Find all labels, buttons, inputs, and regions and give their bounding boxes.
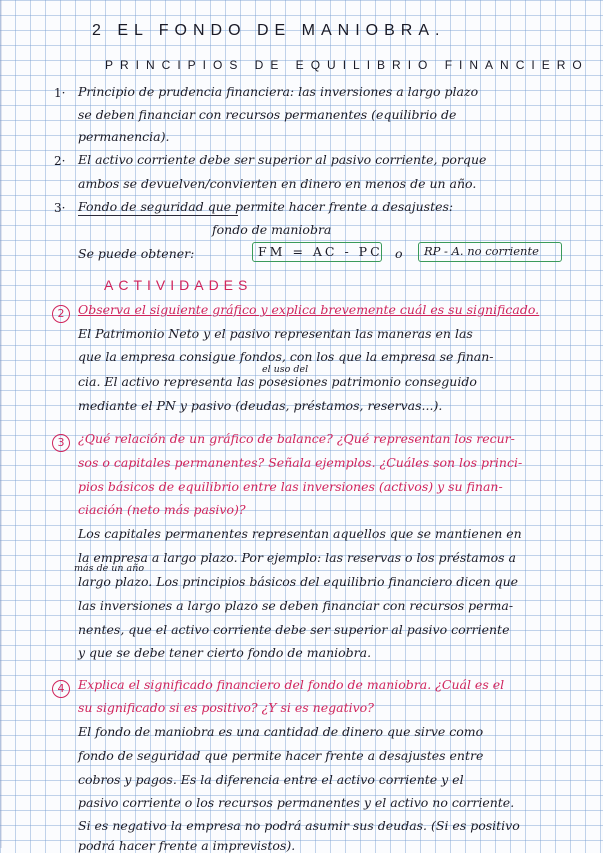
principle-text: ambos se devuelven/convierten en dinero en menos de un año.	[78, 176, 477, 191]
formula-intro: Se puede obtener:	[78, 246, 195, 261]
principle-number: 2·	[54, 154, 66, 168]
activity-answer-line: Si es negativo la empresa no podrá asumir sus deudas. (Si es positivo	[78, 818, 520, 833]
activity-question: sos o capitales permanentes? Señala ejemplos. ¿Cuáles son los princi-	[78, 455, 523, 470]
activity-number: 3	[52, 434, 70, 452]
activity-number: 2	[52, 305, 70, 323]
activity-answer-line: y que se debe tener cierto fondo de maniobra.	[78, 645, 372, 660]
activity-answer-line: las inversiones a largo plazo se deben financiar con recursos perma-	[78, 598, 514, 613]
activity-insert-note: el uso del	[262, 364, 309, 375]
activity-number: 4	[52, 680, 70, 698]
principle-text: Principio de prudencia financiera: las inversiones a largo plazo	[78, 84, 479, 99]
section-subtitle: PRINCIPIOS DE EQUILIBRIO FINANCIERO	[105, 58, 589, 72]
activity-question: Observa el siguiente gráfico y explica brevemente cuál es su significado.	[78, 302, 540, 317]
activity-answer-line: Los capitales permanentes representan aquellos que se mantienen en	[78, 526, 522, 541]
activity-answer-line: El fondo de maniobra es una cantidad de dinero que sirve como	[78, 724, 484, 739]
activity-question: ciación (neto más pasivo)?	[78, 502, 246, 517]
formula-fm: FM = AC - PC	[258, 244, 383, 259]
activity-answer-line: mediante el PN y pasivo (deudas, préstamos, reservas...).	[78, 398, 443, 413]
activity-insert-note: más de un año	[74, 563, 145, 574]
activity-answer-line: nentes, que el activo corriente debe ser superior al pasivo corriente	[78, 622, 510, 637]
principle-text: El activo corriente debe ser superior al pasivo corriente, porque	[78, 152, 487, 167]
activity-number-badge	[52, 302, 70, 323]
principle-number: 1·	[54, 86, 66, 100]
page-title: 2 EL FONDO DE MANIOBRA.	[92, 22, 446, 39]
activity-answer-line: El Patrimonio Neto y el pasivo representan las maneras en las	[78, 326, 473, 341]
underline	[78, 215, 238, 216]
page-margin	[0, 0, 2, 848]
activity-answer-line: cobros y pagos. Es la diferencia entre el activo corriente y el	[78, 772, 464, 787]
activity-answer-line: largo plazo. Los principios básicos del equilibrio financiero dicen que	[78, 574, 519, 589]
activity-answer-line: que la empresa consigue fondos, con los que la empresa se finan-	[78, 349, 494, 364]
activity-answer-line: cia. El activo representa las posesiones patrimonio conseguido	[78, 374, 477, 389]
formula-rp: RP - A. no corriente	[424, 244, 539, 258]
principle-number: 3·	[54, 201, 66, 215]
activity-answer-line: la empresa a largo plazo. Por ejemplo: las reservas o los préstamos a	[78, 550, 516, 565]
principle-text: permanencia).	[78, 129, 170, 144]
activities-heading: ACTIVIDADES	[104, 277, 253, 293]
activity-answer-line: podrá hacer frente a imprevistos).	[78, 838, 296, 853]
activity-number-badge	[52, 677, 70, 698]
activity-question: Explica el significado financiero del fondo de maniobra. ¿Cuál es el	[78, 677, 505, 692]
activity-question: su significado si es positivo? ¿Y si es negativo?	[78, 700, 374, 715]
principle-text: se deben financiar con recursos permanentes (equilibrio de	[78, 107, 457, 122]
activity-question: ¿Qué relación de un gráfico de balance? ¿Qué representan los recur-	[78, 431, 515, 446]
activity-question: pios básicos de equilibrio entre las inversiones (activos) y su finan-	[78, 479, 503, 494]
formula-or: o	[395, 246, 403, 261]
activity-number-badge	[52, 431, 70, 452]
principle-text: Fondo de seguridad que permite hacer frente a desajustes:	[78, 199, 454, 214]
activity-answer-line: fondo de seguridad que permite hacer frente a desajustes entre	[78, 748, 484, 763]
principle-text: fondo de maniobra	[212, 222, 332, 237]
activity-answer-line: pasivo corriente o los recursos permanentes y el activo no corriente.	[78, 795, 515, 810]
